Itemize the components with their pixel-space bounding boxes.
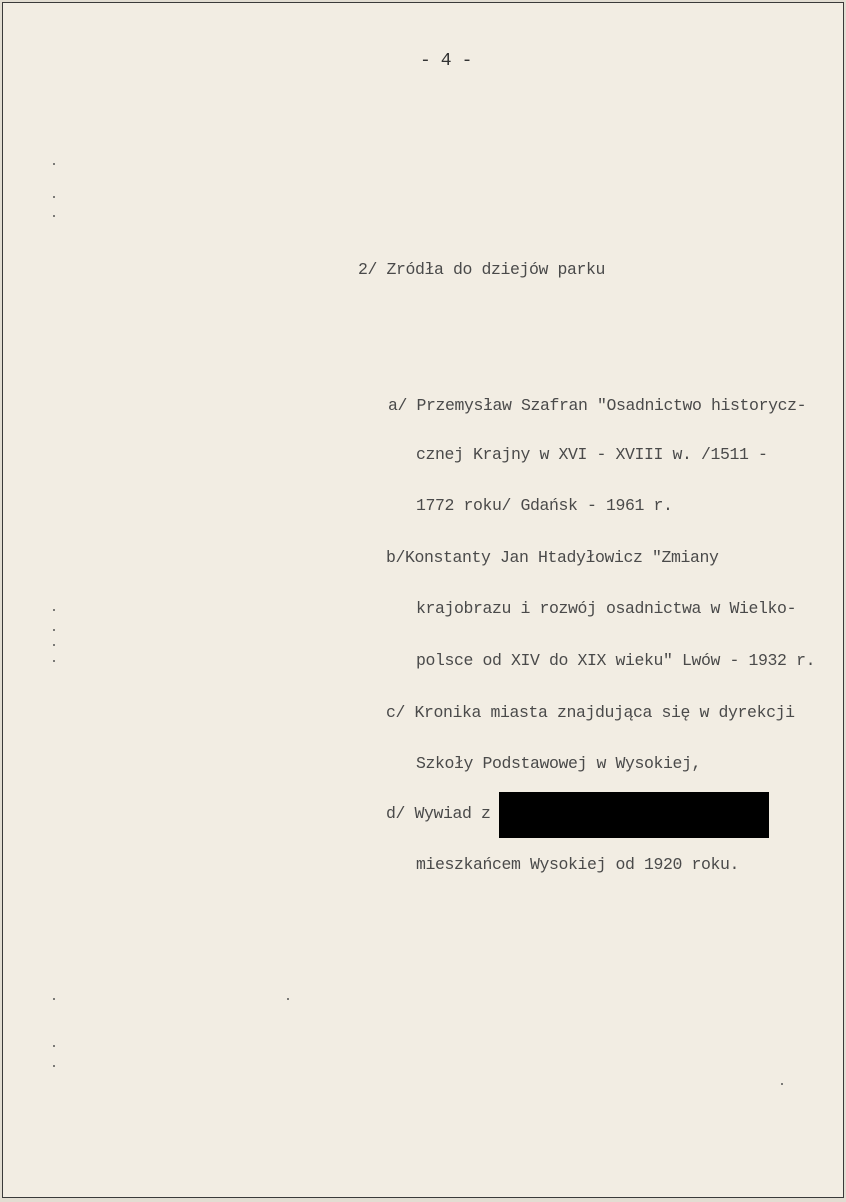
source-b-line-1: b/Konstanty Jan Htadyłowicz "Zmiany <box>386 548 719 567</box>
source-a-line-3: 1772 roku/ Gdańsk - 1961 r. <box>416 496 673 515</box>
source-b-line-2: krajobrazu i rozwój osadnictwa w Wielko- <box>416 599 797 618</box>
paper-specks <box>3 3 843 1197</box>
source-a-line-1: a/ Przemysław Szafran "Osadnictwo historycz- <box>388 396 807 415</box>
source-d-line-1: d/ Wywiad z <box>386 804 491 823</box>
source-a-line-2: cznej Krajny w XVI - XVIII w. /1511 - <box>416 445 768 464</box>
document-page <box>2 2 844 1198</box>
source-c-line-1: c/ Kronika miasta znajdująca się w dyrekcji <box>386 703 795 722</box>
source-b-line-3: polsce od XIV do XIX wieku" Lwów - 1932 r. <box>416 651 816 670</box>
page-number: - 4 - <box>420 51 473 71</box>
source-d-line-2: mieszkańcem Wysokiej od 1920 roku. <box>416 855 740 874</box>
source-c-line-2: Szkoły Podstawowej w Wysokiej, <box>416 754 702 773</box>
section-heading: 2/ Zródła do dziejów parku <box>358 260 606 279</box>
